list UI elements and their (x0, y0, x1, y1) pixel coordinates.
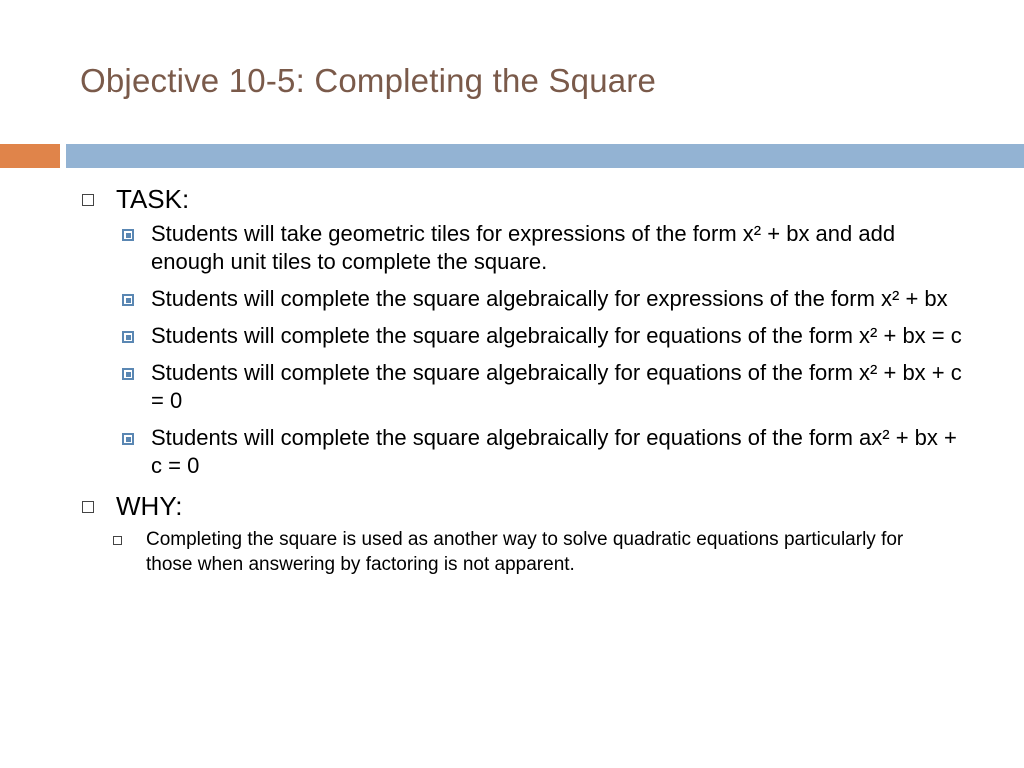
filled-square-bullet-icon (122, 331, 134, 343)
filled-square-bullet-icon (122, 433, 134, 445)
why-item-text: Completing the square is used as another way to solve quadratic equations particularly for those when answering by factoring is not apparent. (146, 529, 904, 575)
task-item-text: Students will take geometric tiles for expressions of the form x² + bx and add enough unit tiles to complete the square. (151, 221, 896, 274)
task-heading (0, 182, 1024, 216)
task-item (0, 285, 1024, 313)
filled-square-bullet-icon (122, 229, 134, 241)
task-heading-text: TASK: (116, 184, 190, 214)
filled-square-bullet-icon (122, 294, 134, 306)
task-item (0, 424, 1024, 480)
task-item (0, 220, 1024, 276)
hollow-square-bullet-icon (82, 194, 94, 206)
slide-title: Objective 10-5: Completing the Square (80, 62, 657, 99)
filled-square-bullet-icon (122, 368, 134, 380)
hollow-square-bullet-icon (82, 501, 94, 513)
task-item-text: Students will complete the square algebraically for expressions of the form x² + bx (151, 286, 948, 311)
task-item-text: Students will complete the square algebraically for equations of the form x² + bx + c = 0 (151, 360, 962, 413)
task-item (0, 322, 1024, 350)
accent-bar-orange (0, 144, 60, 168)
accent-bar-blue (66, 144, 1024, 168)
task-item (0, 359, 1024, 415)
task-item-text: Students will complete the square algebraically for equations of the form ax² + bx + c = 0 (151, 425, 957, 478)
why-item (0, 527, 1024, 577)
hollow-square-bullet-icon (113, 536, 122, 545)
task-item-text: Students will complete the square algebraically for equations of the form x² + bx = c (151, 323, 962, 348)
why-heading (0, 489, 1024, 523)
why-heading-text: WHY: (116, 491, 183, 521)
slide-content (0, 182, 1024, 577)
